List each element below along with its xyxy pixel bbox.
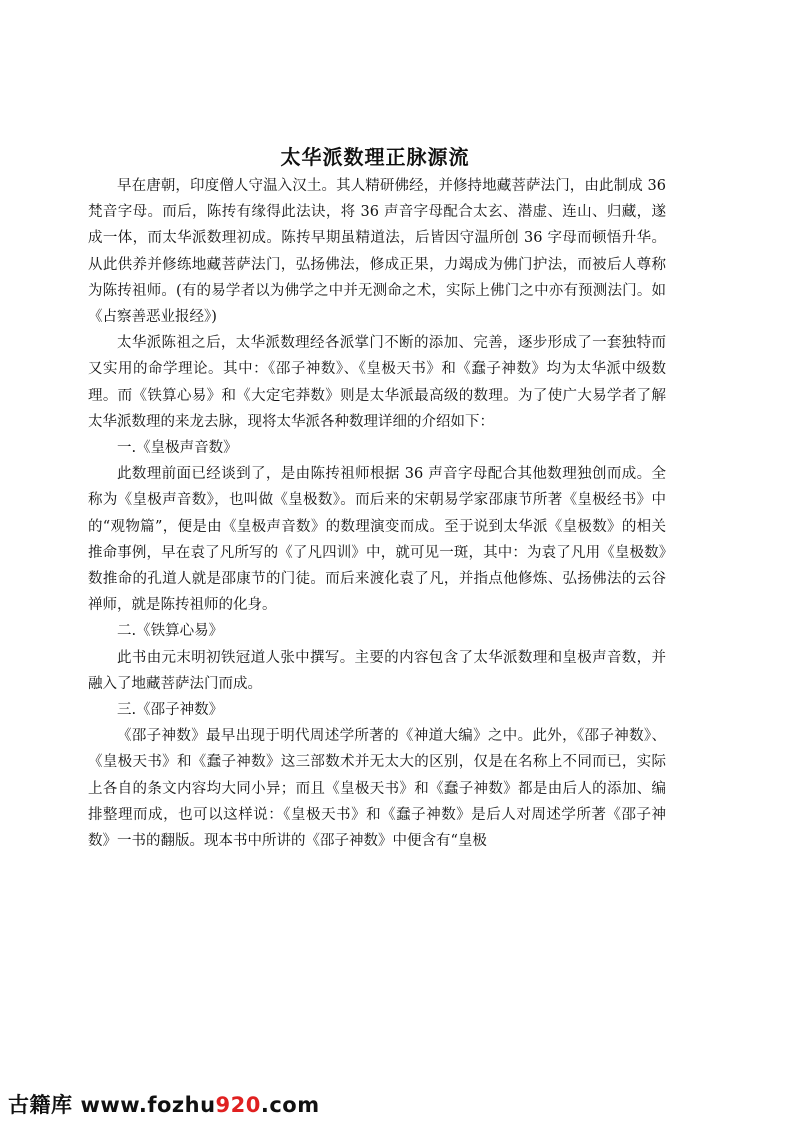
paragraph-intro: 早在唐朝，印度僧人守温入汉土。其人精研佛经，并修持地藏菩萨法门，由此制成 36 梵音字母。而后，陈抟有缘得此法诀，将 36 声音字母配合太玄、潜虚、连山、归藏，遂成一体，而太华派数理初成。陈抟早期虽精道法，后皆因守温所创 36 字母而顿悟升华。从此供养并修练地藏菩萨法门，弘扬佛法，修成正果，力竭成为佛门护法，而被后人尊称为陈抟祖师。(有的易学者以为佛学之中并无测命之术，实际上佛门之中亦有预测法门。如《占察善恶业报经》) (88, 178, 666, 326)
page-title: 太华派数理正脉源流 (280, 145, 470, 169)
section-heading-huangji: 一.《皇极声音数》 (117, 440, 238, 457)
paragraph-overview: 太华派陈祖之后，太华派数理经各派掌门不断的添加、完善，逐步形成了一套独特而又实用的命学理论。其中：《邵子神数》、《皇极天书》和《蠢子神数》均为太华派中级数理。而《铁算心易》和《大定宅莽数》则是太华派最高级的数理。为了使广大易学者了解太华派数理的来龙去脉，现将太华派各种数理详细的介绍如下： (88, 335, 666, 430)
paragraph-huangji: 此数理前面已经谈到了，是由陈抟祖师根据 36 声音字母配合其他数理独创而成。全称为《皇极声音数》，也叫做《皇极数》。而后来的宋朝易学家邵康节所著《皇极经书》中的“观物篇”，便是由《皇极声音数》的数理演变而成。至于说到太华派《皇极数》的相关推命事例，早在袁了凡所写的《了凡四训》中，就可见一斑，其中：为袁了凡用《皇极数》数推命的孔道人就是邵康节的门徒。而后来渡化袁了凡，并指点他修炼、弘扬佛法的云谷禅师，就是陈抟祖师的化身。 (88, 466, 666, 614)
paragraph-shaozi: 《邵子神数》最早出现于明代周述学所著的《神道大编》之中。此外，《邵子神数》、《皇极天书》和《蠢子神数》这三部数术并无太大的区别，仅是在名称上不同而已，实际上各自的条文内容均大同小异；而且《皇极天书》和《蠢子神数》都是由后人的添加、编排整理而成，也可以这样说：《皇极天书》和《蠢子神数》是后人对周述学所著《邵子神数》一书的翻版。现本书中所讲的《邵子神数》中便含有“皇极 (88, 728, 666, 850)
watermark-url-suffix: .com (260, 1093, 320, 1117)
paragraph-tiesuan: 此书由元末明初铁冠道人张中撰写。主要的内容包含了太华派数理和皇极声音数，并融入了地藏菩萨法门而成。 (88, 649, 666, 692)
site-watermark (8, 1089, 320, 1119)
watermark-url-digits: 920 (215, 1093, 261, 1117)
section-heading-tiesuan: 二.《铁算心易》 (117, 623, 224, 640)
body-text (88, 173, 666, 854)
section-heading-shaozi: 三.《邵子神数》 (117, 702, 224, 719)
watermark-name: 古籍库 (8, 1093, 73, 1117)
watermark-url-prefix: www.fozhu (80, 1093, 216, 1117)
